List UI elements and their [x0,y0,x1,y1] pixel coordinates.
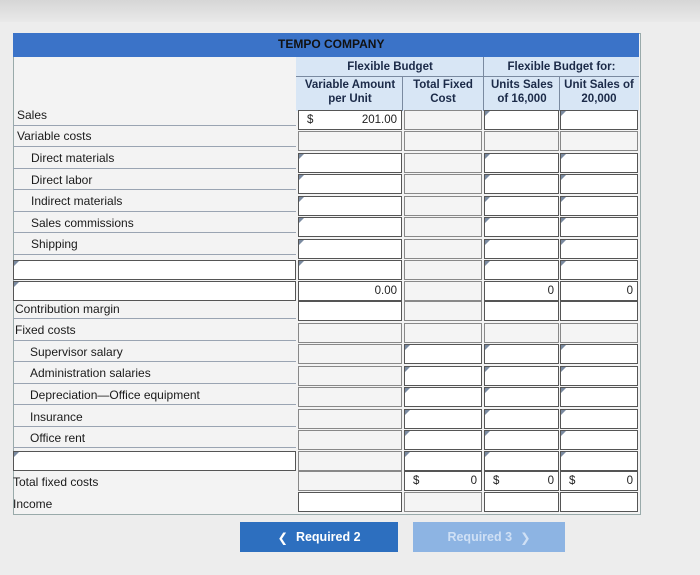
input-marker [485,452,490,457]
sales-commissions-fixed-cell [404,217,482,237]
input-marker [14,282,19,287]
shipping-rate-input[interactable] [298,239,402,259]
input-marker [299,197,304,202]
row-label-fixed-costs: Fixed costs [15,323,76,337]
row-label-shipping: Shipping [31,237,78,251]
currency-symbol: $ [493,475,500,487]
required-2-label: Required 2 [295,530,361,544]
input-marker [299,154,304,159]
shipping-16000-input[interactable] [484,239,559,259]
input-marker [485,218,490,223]
header-total-fixed-cost: Total Fixed Cost [413,79,473,105]
total-variable-16000-value: 0 [547,285,554,297]
chevron-right-icon: ❯ [520,530,531,545]
sales-price-value: 201.00 [361,114,397,126]
supervisor-salary-fixed-input[interactable] [404,344,482,364]
insurance-fixed-input[interactable] [404,409,482,429]
total-variable-16000 [484,281,559,301]
office-rent-fixed-input[interactable] [404,430,482,450]
income-rate-input[interactable] [298,492,402,512]
row-label-supervisor-salary: Supervisor salary [30,345,123,359]
row-divider [13,318,296,319]
total-fixed-costs-20000 [560,471,638,491]
total-fixed-costs-16000 [484,471,559,491]
indirect-materials-16000-input[interactable] [484,196,559,216]
row-label-indirect-materials: Indirect materials [31,194,123,208]
total-fixed-costs-16000-value: 0 [547,475,554,487]
row-divider [13,340,296,341]
total-variable-20000 [560,281,638,301]
header-divider [296,76,639,77]
office-rent-16000-input[interactable] [484,430,559,450]
table-title-bar [13,33,639,57]
sales-16000-input[interactable] [484,110,559,130]
income-20000-input[interactable] [560,492,638,512]
row-label-income: Income [13,497,53,511]
input-marker [485,388,490,393]
row-divider [13,168,296,169]
total-fixed-costs-fixed-value: 0 [470,475,477,487]
input-marker [561,452,566,457]
fixed-costs-cell [298,323,402,343]
fixed-costs-cell [404,323,482,343]
extra-row-rate-input[interactable] [298,260,402,280]
header-divider [402,76,403,111]
direct-materials-16000-input[interactable] [484,153,559,173]
supervisor-salary-rate-cell [298,344,402,364]
total-variable-label-input[interactable] [13,281,296,301]
row-divider [13,146,296,147]
input-marker [561,197,566,202]
currency-symbol: $ [307,114,314,126]
row-label-sales: Sales [17,108,48,122]
input-marker [561,175,566,180]
row-label-insurance: Insurance [30,410,83,424]
depreciation-rate-cell [298,387,402,407]
input-marker [561,240,566,245]
header-units-16000: Units Sales of 16,000 [491,79,553,105]
indirect-materials-20000-input[interactable] [560,196,638,216]
input-marker [485,197,490,202]
input-marker [485,410,490,415]
direct-labor-16000-input[interactable] [484,174,559,194]
input-marker [561,388,566,393]
total-fixed-costs-20000-value: 0 [626,475,633,487]
income-16000-input[interactable] [484,492,559,512]
variable-costs-cell [484,131,559,151]
administration-salaries-rate-cell [298,366,402,386]
total-fixed-rate-cell [298,471,402,491]
input-marker [485,154,490,159]
row-divider [13,125,296,126]
row-label-sales-commissions: Sales commissions [31,216,134,230]
input-marker [561,111,566,116]
office-rent-20000-input[interactable] [560,430,638,450]
row-label-direct-materials: Direct materials [31,151,115,165]
total-variable-per-unit [298,281,402,301]
extra-row-label-input[interactable] [13,260,296,280]
sales-price-input[interactable] [298,110,402,130]
header-variable-amount: Variable Amount per Unit [304,79,396,105]
total-fixed-costs-fixed [404,471,482,491]
row-label-total-fixed-costs: Total fixed costs [13,475,99,489]
shipping-fixed-cell [404,239,482,259]
extra-fixed-label-input[interactable] [13,451,296,471]
input-marker [299,240,304,245]
administration-salaries-20000-input[interactable] [560,366,638,386]
header-flexible-budget: Flexible Budget [347,61,433,73]
supervisor-salary-16000-input[interactable] [484,344,559,364]
insurance-20000-input[interactable] [560,409,638,429]
administration-salaries-fixed-input[interactable] [404,366,482,386]
extra-fixed-16000-input[interactable] [484,451,559,471]
input-marker [561,367,566,372]
total-variable-20000-value: 0 [626,285,633,297]
input-marker [561,431,566,436]
extra-fixed-20000-input[interactable] [560,451,638,471]
header-divider [483,57,484,111]
input-marker [405,410,410,415]
required-3-label: Required 3 [447,530,513,544]
input-marker [561,410,566,415]
input-marker [485,367,490,372]
company-title: TEMPO COMPANY [278,37,385,51]
sales-commissions-16000-input[interactable] [484,217,559,237]
contribution-margin-rate-input[interactable] [298,301,402,321]
input-marker [405,452,410,457]
sales-20000-input[interactable] [560,110,638,130]
row-divider [13,361,296,362]
row-divider [13,404,296,405]
input-marker [299,261,304,266]
row-label-contribution-margin: Contribution margin [15,302,120,316]
fixed-costs-cell [560,323,638,343]
extra-row-fixed-cell [404,260,482,280]
extra-row-16000-input[interactable] [484,260,559,280]
row-label-direct-labor: Direct labor [31,173,93,187]
contribution-margin-fixed-cell [404,301,482,321]
input-marker [485,431,490,436]
chevron-left-icon: ❮ [277,530,288,545]
top-strip [0,0,700,22]
input-marker [14,261,19,266]
variable-costs-cell [298,131,402,151]
input-marker [485,111,490,116]
input-marker [299,218,304,223]
sales-fixed-cell [404,110,482,130]
required-2-button[interactable] [240,522,398,552]
office-rent-rate-cell [298,430,402,450]
row-label-administration-salaries: Administration salaries [30,366,151,380]
row-divider [13,211,296,212]
depreciation-20000-input[interactable] [560,387,638,407]
row-divider [13,447,296,448]
header-flexible-budget-for: Flexible Budget for: [507,61,616,73]
variable-costs-cell [404,131,482,151]
header-units-20000: Unit Sales of 20,000 [564,79,634,105]
contribution-margin-20000-input[interactable] [560,301,638,321]
direct-materials-rate-input[interactable] [298,153,402,173]
input-marker [299,175,304,180]
input-marker [485,345,490,350]
depreciation-fixed-input[interactable] [404,387,482,407]
insurance-16000-input[interactable] [484,409,559,429]
row-divider [13,383,296,384]
required-3-button[interactable] [413,522,565,552]
currency-symbol: $ [413,475,420,487]
direct-labor-rate-input[interactable] [298,174,402,194]
total-variable-per-unit-value: 0.00 [374,285,397,297]
direct-labor-20000-input[interactable] [560,174,638,194]
row-label-variable-costs: Variable costs [17,129,92,143]
row-divider [13,232,296,233]
input-marker [405,431,410,436]
row-label-depreciation: Depreciation—Office equipment [30,388,200,402]
extra-row-20000-input[interactable] [560,260,638,280]
supervisor-salary-20000-input[interactable] [560,344,638,364]
input-marker [561,261,566,266]
direct-materials-fixed-cell [404,153,482,173]
input-marker [405,367,410,372]
input-marker [405,345,410,350]
shipping-20000-input[interactable] [560,239,638,259]
fixed-costs-cell [484,323,559,343]
row-label-office-rent: Office rent [30,431,86,445]
header-divider [559,76,560,111]
input-marker [405,388,410,393]
input-marker [485,175,490,180]
indirect-materials-fixed-cell [404,196,482,216]
input-marker [14,452,19,457]
sales-commissions-20000-input[interactable] [560,217,638,237]
income-fixed-cell [404,492,482,512]
input-marker [485,261,490,266]
extra-fixed-rate-cell [298,451,402,471]
row-divider [13,254,296,255]
contribution-margin-16000-input[interactable] [484,301,559,321]
direct-materials-20000-input[interactable] [560,153,638,173]
direct-labor-fixed-cell [404,174,482,194]
total-variable-fixed-cell [404,281,482,301]
row-divider [13,189,296,190]
indirect-materials-rate-input[interactable] [298,196,402,216]
input-marker [485,240,490,245]
extra-fixed-fixed-input[interactable] [404,451,482,471]
input-marker [561,154,566,159]
insurance-rate-cell [298,409,402,429]
depreciation-16000-input[interactable] [484,387,559,407]
sales-commissions-rate-input[interactable] [298,217,402,237]
row-divider [13,426,296,427]
input-marker [561,345,566,350]
variable-costs-cell [560,131,638,151]
administration-salaries-16000-input[interactable] [484,366,559,386]
currency-symbol: $ [569,475,576,487]
input-marker [561,218,566,223]
